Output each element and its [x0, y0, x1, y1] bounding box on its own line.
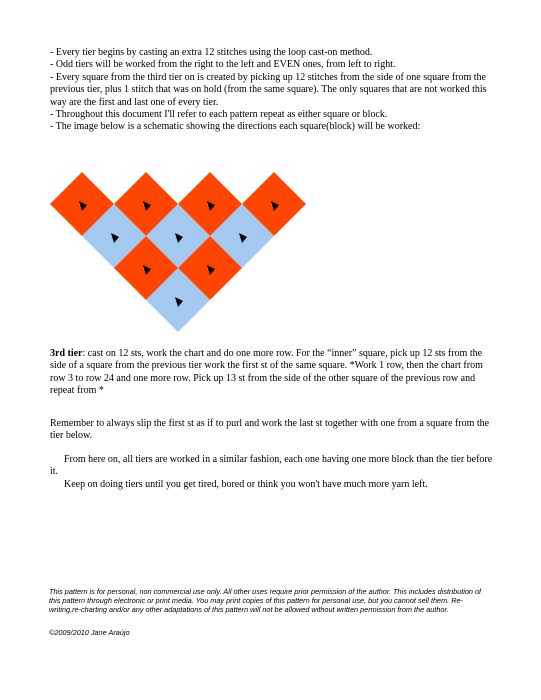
- instruction-item: - The image below is a schematic showing the directions each square(block) will be worked:: [50, 121, 421, 133]
- third-tier-paragraph: [50, 348, 495, 398]
- instruction-item: - Every square from the third tier on is created by picking up 12 stitches from the side of one square from the previous tier, plus 1 stitch that was on hold (from the same square). The only squares that are not worked this way are the first and last one of every tier.: [50, 71, 487, 108]
- usage-notice: This pattern is for personal, non commercial use only. All other uses require prior permission of the author. This includes distribution of this pattern through electronic or print media. You may print copies of this pattern for personal use, but you cannot sell them. Re-writing,re-charting and/or any other adaptations of this pattern will not be allowed without written permission from the author.: [49, 587, 482, 615]
- third-tier-label: 3rd tier: [50, 348, 83, 359]
- third-tier-text: : cast on 12 sts, work the chart and do one more row. For the “inner” square, pick up 12 sts from the side of a square from the previous tier work the first st of the same square. *Work 1 row, then the chart from row 3 to row 24 and one more row. Pick up 13 st from the side of the other square of the previous row and repeat from *: [50, 348, 483, 397]
- instruction-item: - Odd tiers will be worked from the right to the left and EVEN ones, from left to right.: [50, 59, 396, 71]
- keep-on-paragraph: Keep on doing tiers until you get tired, bored or think you won't have much more yarn left.: [64, 479, 428, 490]
- instruction-list: [50, 47, 495, 134]
- instruction-item: - Throughout this document I'll refer to each pattern repeat as either square or block.: [50, 109, 388, 121]
- from-here-paragraph: From here on, all tiers are worked in a similar fashion, each one having one more block than the tier before it.: [50, 454, 493, 478]
- copyright-line: ©2009/2010 Jane Araújo: [49, 628, 130, 637]
- instruction-item: - Every tier begins by casting an extra 12 stitches using the loop cast-on method.: [50, 47, 373, 58]
- block-direction-schematic: [50, 172, 306, 332]
- reminder-paragraph: Remember to always slip the first st as if to purl and work the last st together with one from a square from the tier below.: [50, 418, 490, 442]
